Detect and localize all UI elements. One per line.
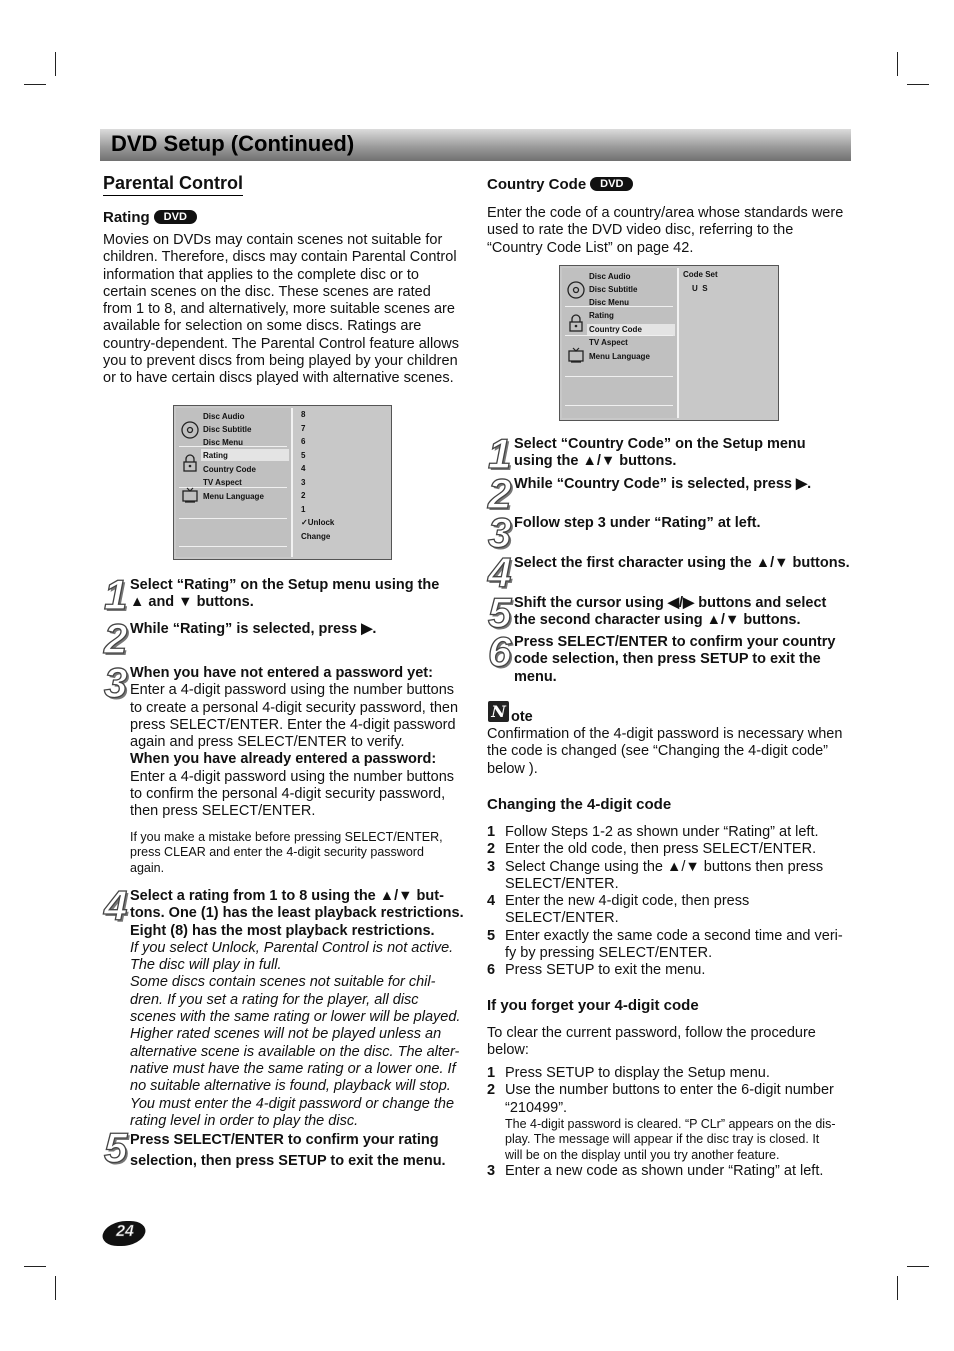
step-explanation-line: rating level in order to play the disc.: [130, 1112, 359, 1129]
note-line: below ).: [487, 760, 538, 777]
step-3-b-body: [130, 769, 470, 821]
list-item: [487, 928, 852, 963]
step-line: to create a personal 4-digit security password, then: [130, 699, 459, 716]
step-line: using the ▲/▼ buttons.: [514, 453, 677, 470]
crop-mark: [55, 52, 56, 76]
list-item: [487, 859, 852, 894]
disc-icon: [181, 421, 199, 439]
intro-line: country-dependent. The Parental Control feature allows: [103, 335, 460, 352]
intro-line: To clear the current password, follow the procedure: [487, 1025, 816, 1041]
step-4-text: [514, 555, 854, 572]
list-line: Enter the old code, then press SELECT/ENTER.: [505, 841, 817, 858]
step-line: Enter a 4-digit password using the number buttons: [130, 682, 455, 699]
step-6-text: [514, 634, 854, 686]
menu-items-panel: [176, 408, 293, 557]
list-item: [487, 1117, 852, 1164]
list-number: 3: [487, 858, 496, 875]
list-number: 4: [487, 893, 496, 910]
tv-icon: [567, 347, 585, 363]
step-number: 5: [104, 1124, 128, 1171]
list-text: [505, 824, 819, 841]
list-line: Use the number buttons to enter the 6-digit number: [505, 1082, 834, 1099]
step-number: 1: [104, 571, 128, 618]
step-3-b-heading: When you have already entered a password:: [130, 751, 437, 768]
lock-icon: [181, 453, 199, 473]
crop-mark: [24, 1266, 46, 1267]
step-line: Follow step 3 under “Rating” at left.: [514, 515, 761, 531]
page-title: DVD Setup (Continued): [111, 131, 355, 156]
note-glyph: N: [491, 702, 506, 721]
step-number: 6: [488, 628, 512, 675]
rating-value: 3: [301, 477, 306, 487]
list-number: 2: [487, 841, 496, 858]
menu-item-disc-subtitle: Disc Subtitle: [203, 425, 252, 434]
intro-line: used to rate the DVD video disc, referring to the: [487, 222, 794, 239]
country-code-title: Country Code: [487, 176, 587, 193]
step-number: 3: [104, 659, 128, 706]
list-number: 1: [487, 824, 496, 840]
changing-code-list: [487, 824, 852, 980]
step-number: 2: [104, 615, 128, 662]
step-5-text: [514, 595, 854, 630]
intro-line: available for selection on some discs. Ratings are: [103, 318, 422, 335]
step-explanation-line: dren. If you set a rating for the player, all disc: [130, 991, 419, 1008]
step-line: Eight (8) has the most playback restrictions.: [130, 922, 435, 939]
menu-item-tv-aspect: TV Aspect: [589, 338, 628, 347]
intro-line: certain scenes on the disc. These scenes are rated: [103, 283, 431, 300]
crop-mark: [907, 84, 929, 85]
changing-code-heading: Changing the 4-digit code: [487, 796, 672, 813]
list-item: [487, 1163, 852, 1180]
step-2-text: [514, 476, 854, 493]
step-4-text: [130, 888, 475, 1130]
list-line: SELECT/ENTER.: [505, 910, 619, 927]
menu-separator: [565, 405, 673, 406]
step-line: selection, then press SETUP to exit the menu.: [130, 1153, 446, 1169]
step-explanation-line: Higher rated scenes will not be played unless an: [130, 1026, 442, 1043]
crop-mark: [907, 1266, 929, 1267]
rating-value: 2: [301, 491, 306, 500]
dvd-badge: DVD: [154, 210, 197, 224]
list-text: [505, 928, 843, 963]
list-line: The 4-digit password is cleared. “P CLr” appears on the dis-: [505, 1116, 836, 1131]
intro-line: children. Therefore, discs may contain Parental Control: [103, 249, 457, 266]
list-line: will be on the display until you try another feature.: [505, 1147, 780, 1162]
rating-intro: [103, 232, 473, 388]
list-number: 6: [487, 962, 496, 979]
list-line: Enter exactly the same code a second time and veri-: [505, 927, 843, 944]
crop-mark: [55, 1276, 56, 1300]
list-item: [487, 1065, 852, 1082]
country-code-heading: [487, 176, 633, 193]
list-line: Follow Steps 1-2 as shown under “Rating” at left.: [505, 824, 819, 840]
menu-item-country-code: Country Code: [589, 325, 642, 334]
list-number: 2: [487, 1082, 496, 1099]
step-4-heading: [130, 888, 475, 940]
list-line: Enter the new 4-digit code, then press: [505, 893, 750, 910]
step-number: 3: [488, 509, 512, 556]
list-number: 3: [487, 1163, 496, 1180]
step-3-a-heading: When you have not entered a password yet:: [130, 665, 433, 681]
crop-mark: [897, 1276, 898, 1300]
crop-mark: [897, 52, 898, 76]
crop-mark: [24, 84, 46, 85]
step-explanation-line: If you select Unlock, Parental Control is not active.: [130, 939, 454, 956]
list-number: 5: [487, 927, 496, 944]
forget-code-list: [487, 1065, 852, 1181]
page-title-banner: [100, 129, 851, 161]
menu-item-disc-audio: Disc Audio: [203, 412, 245, 421]
note-body: [487, 726, 852, 778]
menu-item-tv-aspect: TV Aspect: [203, 478, 242, 487]
menu-separator: [179, 518, 287, 519]
menu-items-panel: [562, 268, 679, 418]
step-5-text: [130, 1130, 475, 1172]
step-number: 1: [488, 430, 512, 477]
step-line: the second character using ▲/▼ buttons.: [514, 612, 801, 629]
menu-item-disc-menu: Disc Menu: [203, 438, 244, 447]
step-line: While “Country Code” is selected, press ▶.: [514, 476, 812, 492]
disc-icon: [567, 281, 585, 299]
step-line: to confirm the personal 4-digit security password,: [130, 786, 446, 803]
list-line: play. The message will appear if the disc tray is closed. It: [505, 1132, 820, 1147]
rating-title: Rating: [103, 209, 150, 226]
intro-line: or to have certain discs played with alternative scenes.: [103, 370, 454, 387]
step-line: While “Rating” is selected, press ▶.: [130, 621, 377, 637]
menu-item-country-code: Country Code: [203, 465, 256, 474]
intro-line: from 1 to 8, and alternatively, more suitable scenes are: [103, 301, 455, 318]
forget-code-intro: [487, 1025, 852, 1060]
list-item: [487, 1082, 852, 1117]
step-line: then press SELECT/ENTER.: [130, 803, 316, 820]
dvd-badge: DVD: [590, 177, 633, 191]
step-line: ▲ and ▼ buttons.: [130, 594, 254, 611]
list-item: [487, 824, 852, 841]
step-number: 4: [104, 882, 128, 929]
list-item: [487, 893, 852, 928]
lock-icon: [567, 313, 585, 333]
rating-value: 1: [301, 504, 306, 514]
country-code-menu-screen: [559, 265, 779, 421]
note-line: the code is changed (see “Changing the 4-digit code”: [487, 743, 828, 760]
step-2-text: [130, 621, 470, 638]
step-number: 2: [488, 470, 512, 517]
step-explanation-line: Some discs contain scenes not suitable for chil-: [130, 974, 436, 991]
step-line: Press SELECT/ENTER to confirm your country: [514, 634, 836, 650]
list-item: [487, 962, 852, 979]
list-line: Press SETUP to exit the menu.: [505, 962, 706, 979]
intro-line: Enter the code of a country/area whose standards were: [487, 205, 844, 221]
note-line: Confirmation of the 4-digit password is necessary when: [487, 726, 843, 742]
step-note-line: again.: [130, 860, 165, 875]
step-note-line: press CLEAR and enter the 4-digit security password: [130, 845, 424, 860]
rating-value: 5: [301, 450, 306, 460]
intro-line: Movies on DVDs may contain scenes not suitable for: [103, 232, 443, 248]
menu-item-disc-audio: Disc Audio: [589, 272, 631, 281]
intro-line: you to prevent discs from being played by your children: [103, 353, 458, 370]
menu-separator: [565, 376, 673, 377]
list-text: [505, 1065, 770, 1082]
step-note-line: If you make a mistake before pressing SELECT/ENTER,: [130, 829, 443, 844]
step-3-a-body: [130, 682, 470, 751]
note-label: ote: [511, 709, 533, 725]
rating-value: 4: [301, 464, 306, 473]
list-text: [505, 1117, 835, 1164]
rating-value: 7: [301, 423, 306, 433]
menu-item-menu-language: Menu Language: [589, 352, 650, 361]
step-number: 5: [488, 589, 512, 636]
step-line: Select “Country Code” on the Setup menu: [514, 436, 806, 452]
step-3-note: [130, 830, 470, 877]
step-explanation-line: no suitable alternative is found, playback will stop.: [130, 1078, 451, 1095]
list-text: [505, 962, 705, 979]
intro-line: below:: [487, 1042, 529, 1059]
menu-item-rating: Rating: [203, 451, 228, 460]
menu-separator: [565, 335, 673, 336]
list-line: Select Change using the ▲/▼ buttons then press: [505, 858, 824, 875]
list-line: Press SETUP to display the Setup menu.: [505, 1065, 770, 1081]
section-title: Parental Control: [103, 173, 243, 196]
tv-icon: [181, 487, 199, 503]
code-set-value: U S: [692, 284, 708, 293]
step-3-text: [514, 515, 854, 532]
menu-item-rating: Rating: [589, 311, 614, 320]
rating-value: Change: [301, 531, 331, 541]
list-number: 1: [487, 1065, 496, 1081]
step-line: tons. One (1) has the least playback restrictions.: [130, 905, 464, 922]
list-text: [505, 859, 823, 894]
step-explanation-line: alternative scene is available on the disc. The alter-: [130, 1043, 460, 1060]
list-line: “210499”.: [505, 1099, 568, 1116]
menu-separator: [179, 546, 287, 547]
page-number: 24: [116, 1223, 134, 1240]
step-number: 4: [488, 549, 512, 596]
list-line: Enter a new code as shown under “Rating” at left.: [505, 1163, 824, 1180]
step-explanation-line: native must have the same rating or a lower one. If: [130, 1060, 456, 1077]
step-explanation-line: The disc will play in full.: [130, 957, 282, 974]
step-line: code selection, then press SETUP to exit the: [514, 651, 821, 668]
menu-item-menu-language: Menu Language: [203, 492, 264, 501]
rating-value: 8: [301, 410, 306, 419]
list-item: [487, 841, 852, 858]
step-line: Select “Rating” on the Setup menu using the: [130, 577, 440, 593]
list-text: [505, 1163, 823, 1180]
step-line: Shift the cursor using ◀/▶ buttons and select: [514, 595, 827, 611]
step-3-text: [130, 665, 470, 876]
step-line: menu.: [514, 668, 557, 685]
list-number: [487, 1117, 505, 1164]
step-1-text: [130, 577, 470, 612]
step-1-text: [514, 436, 854, 471]
step-line: Select the first character using the ▲/▼ buttons.: [514, 555, 850, 571]
rating-value: 6: [301, 437, 306, 446]
country-code-intro: [487, 205, 852, 257]
rating-menu-screen: [173, 405, 392, 560]
step-line: again and press SELECT/ENTER to verify.: [130, 734, 405, 751]
step-line: Select a rating from 1 to 8 using the ▲/▼ but-: [130, 888, 444, 904]
list-line: fy by pressing SELECT/ENTER.: [505, 945, 713, 962]
rating-heading: [103, 209, 197, 226]
menu-item-disc-menu: Disc Menu: [589, 298, 630, 307]
note-icon: [488, 701, 509, 722]
intro-line: “Country Code List” on page 42.: [487, 239, 694, 256]
menu-item-disc-subtitle: Disc Subtitle: [589, 285, 638, 294]
step-line: press SELECT/ENTER. Enter the 4-digit password: [130, 716, 456, 733]
step-explanation-line: scenes with the same rating or lower will be played.: [130, 1009, 461, 1026]
list-text: [505, 1082, 834, 1117]
intro-line: information that applies to the complete disc or to: [103, 266, 419, 283]
forget-code-heading: If you forget your 4-digit code: [487, 997, 699, 1014]
rating-value: ✓Unlock: [301, 518, 335, 527]
step-explanation-line: You must enter the 4-digit password or change the: [130, 1095, 455, 1112]
list-text: [505, 893, 749, 928]
list-text: [505, 841, 816, 858]
step-line: Enter a 4-digit password using the number buttons: [130, 768, 455, 785]
step-line: Press SELECT/ENTER to confirm your rating: [130, 1132, 439, 1148]
code-set-label: Code Set: [683, 270, 718, 279]
step-4-explanation: [130, 940, 475, 1130]
list-line: SELECT/ENTER.: [505, 875, 619, 892]
